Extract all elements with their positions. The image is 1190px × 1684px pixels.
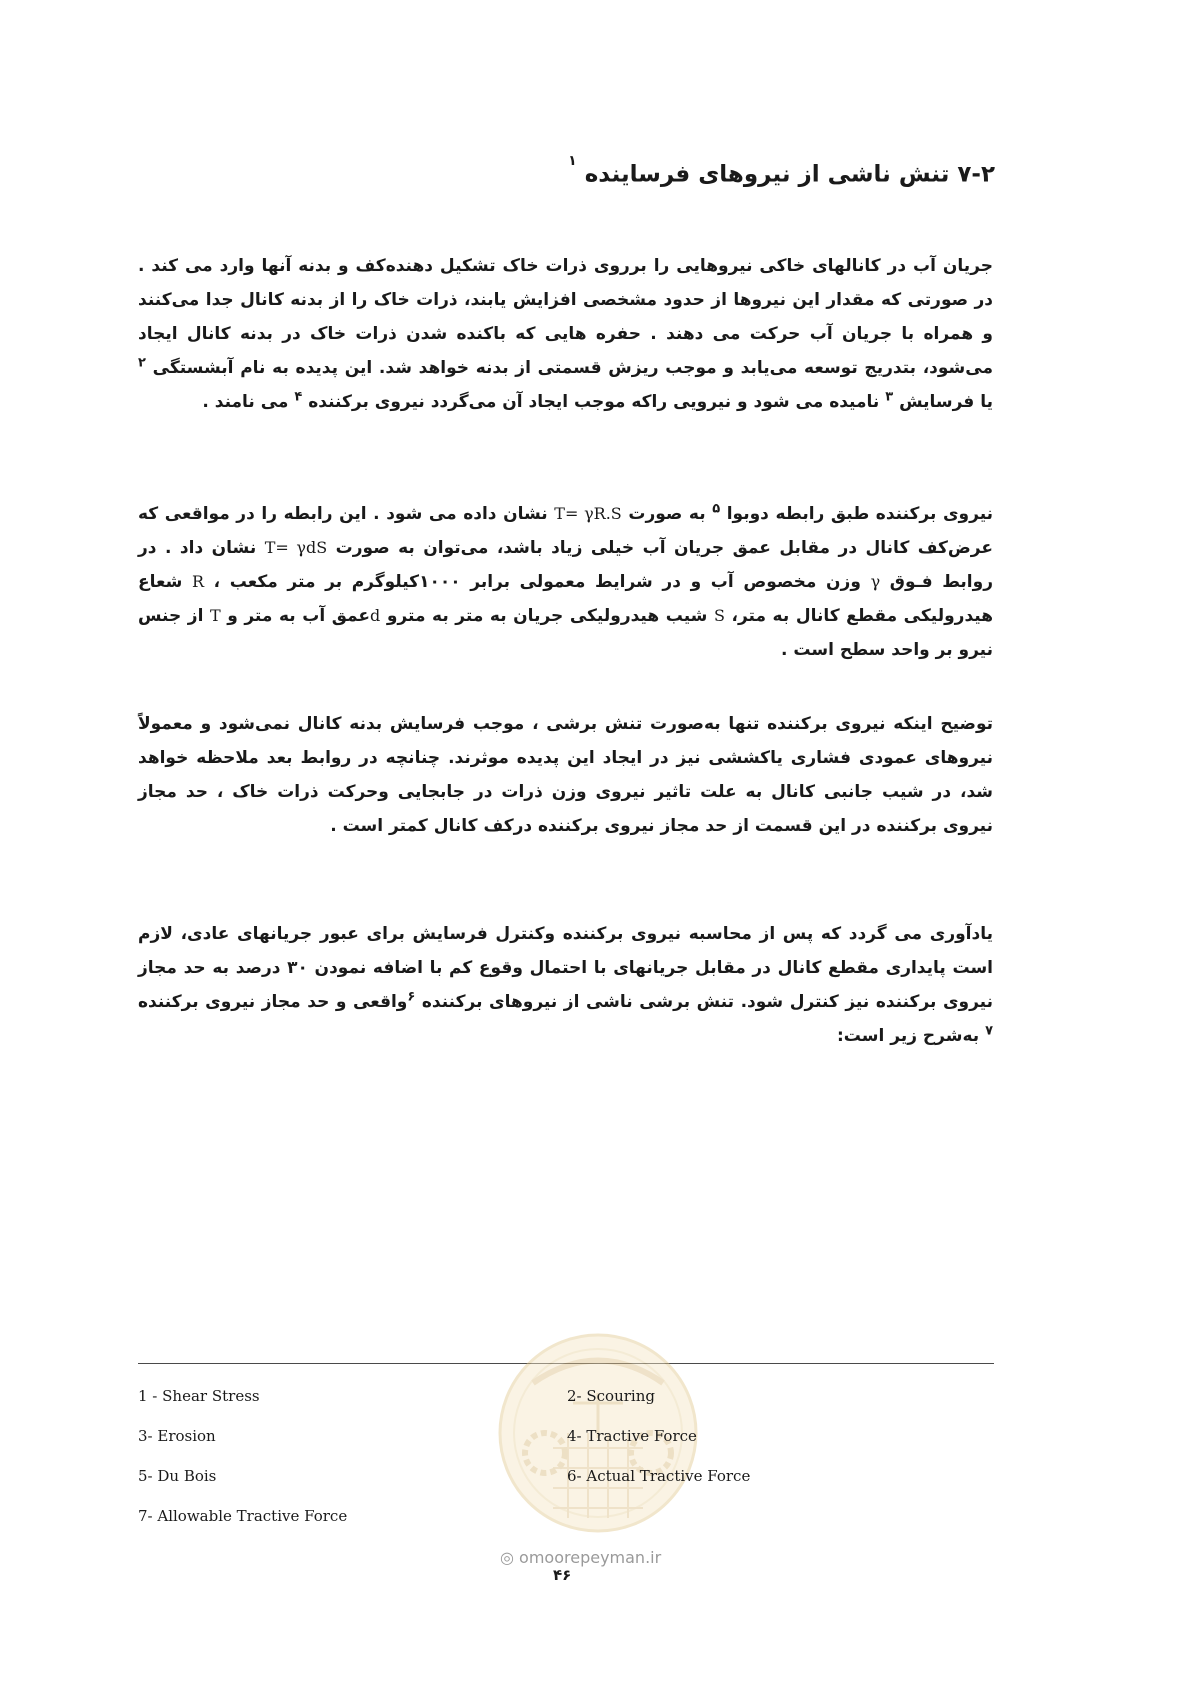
paragraph-text: وزن مخصوص آب و در شرایط معمولی برابر ۱۰۰۰کیلوگرم بر متر مکعب ، — [204, 572, 871, 592]
footnote-3: 3- Erosion — [138, 1427, 216, 1445]
paragraph-text: یا فرسایش — [899, 392, 993, 412]
heading-text: ۷-۲ تنش ناشی از نیروهای فرساینده — [584, 162, 995, 189]
paragraph-4 — [138, 917, 993, 1053]
paragraph-text: به‌شرح زیر است: — [836, 1026, 986, 1046]
paragraph-text: می نامند . — [202, 392, 295, 412]
symbol-s: S — [713, 606, 725, 625]
footnote-ref-3: ۳ — [885, 389, 894, 405]
footnote-2: 2- Scouring — [567, 1387, 655, 1405]
paragraph-1 — [138, 249, 993, 419]
equation-shear-stress: T= γR.S — [554, 504, 622, 523]
paragraph-text: یادآوری می گردد که پس از محاسبه نیروی برکننده وکنترل فرسایش برای عبور جریانهای عادی، لازم است پایداری مقطع کانال در مقابل جریانهای با احتمال وقوع کم با اضافه نمودن ۳۰ درصد به حد مجاز نیروی برکننده نیز کنترل شود. تنش برشی ناشی از نیروهای برکننده — [138, 924, 994, 1012]
footnote-4: 4- Tractive Force — [567, 1427, 697, 1445]
symbol-r: R — [191, 572, 205, 591]
footnote-ref-6: ۶ — [407, 989, 416, 1005]
footnote-1: 1 - Shear Stress — [138, 1387, 260, 1405]
paragraph-text: از جنس نیرو بر واحد سطح است . — [138, 606, 993, 660]
section-heading — [568, 153, 995, 189]
paragraph-2 — [138, 497, 993, 667]
paragraph-3 — [138, 707, 993, 843]
page-number: ۴۶ — [553, 1566, 572, 1584]
paragraph-text: شعاع هیدرولیکی مقطع کانال به متر، — [138, 572, 993, 626]
paragraph-text: نشان داده می شود . این رابطه را در مواقعی که عرض‌کف کانال در مقابل عمق جریان آب خیلی زیاد باشد، می‌توان به صورت — [138, 504, 993, 558]
footnote-ref-5: ۵ — [712, 501, 721, 517]
footnote-ref-4: ۴ — [294, 389, 303, 405]
symbol-d: d — [370, 606, 381, 625]
paragraph-text: نامیده می شود و نیرویی راکه موجب ایجاد آن می‌گردد نیروی برکننده — [308, 392, 886, 412]
paragraph-text: به صورت — [621, 504, 713, 524]
footnote-ref-1: ۱ — [568, 153, 577, 170]
symbol-gamma: γ — [870, 572, 881, 591]
footnote-ref-2: ۲ — [138, 355, 146, 371]
paragraph-text: توضیح اینکه نیروی برکننده تنها به‌صورت تنش برشی ، موجب فرسایش بدنه کانال نمی‌شود و معمولاً نیروهای عمودی فشاری یاکششی نیز در ایجاد این پدیده موثرند. چنانچه در روابط بعد ملاحظه خواهد شد، در شیب جانبی کانال به علت تاثیر نیروی وزن ذرات در جابجایی وحرکت ذرات خاک ، حد مجاز نیروی برکننده در این قسمت از حد مجاز نیروی برکننده درکف کانال کمتر است . — [138, 714, 993, 836]
watermark-site — [500, 1548, 661, 1567]
footnote-5: 5- Du Bois — [138, 1467, 217, 1485]
symbol-t: T — [209, 606, 221, 625]
paragraph-text: عمق آب به متر و — [220, 606, 371, 626]
footnote-7: 7- Allowable Tractive Force — [138, 1507, 348, 1525]
paragraph-text: نیروی برکننده طبق رابطه دوبوا — [726, 504, 994, 524]
watermark-site-text: omoorepeyman.ir — [519, 1548, 662, 1567]
equation-shear-stress-wide: T= γdS — [264, 538, 328, 557]
watermark-logo-icon: ◎ — [500, 1548, 520, 1567]
paragraph-text: نشان داد . در روابط فـوق — [138, 538, 993, 592]
footnote-6: 6- Actual Tractive Force — [567, 1467, 751, 1485]
footnote-ref-7: ۷ — [985, 1023, 993, 1039]
paragraph-text: شیب هیدرولیکی جریان به متر به مترو — [380, 606, 714, 626]
paragraph-text: واقعی و حد مجاز نیروی برکننده — [138, 992, 408, 1012]
paragraph-text: جریان آب در کانالهای خاکی نیروهایی را برروی ذرات خاک تشکیل دهنده‌کف و بدنه آنها وارد می کند . در صورتی که مقدار این نیروها از حدود مشخصی افزایش یابند، ذرات خاک را از بدنه کانال جدا می‌کنند و همراه با جریان آب حرکت می دهند . حفره هایی که باکنده شدن ذرات خاک در بدنه کانال ایجاد می‌شود، بتدریج توسعه می‌یابد و موجب ریزش قسمتی از بدنه خواهد شد. این پدیده به نام آبشستگی — [138, 256, 993, 378]
